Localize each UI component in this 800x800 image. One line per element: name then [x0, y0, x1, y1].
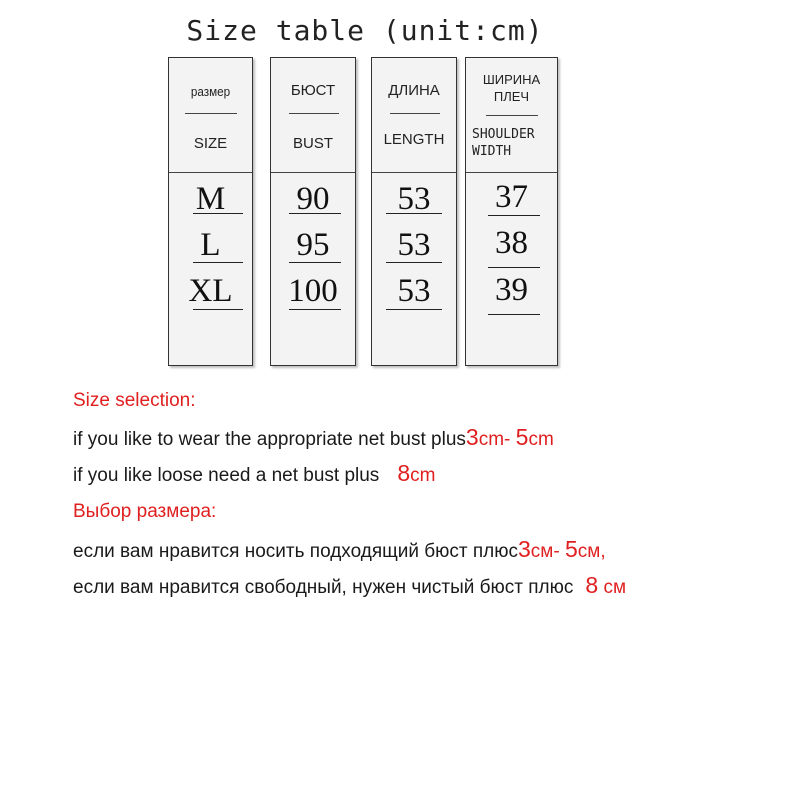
header-separator: [185, 113, 237, 114]
value-underline: [386, 262, 442, 263]
shoulder-header-en: [466, 126, 557, 160]
value-underline: [386, 309, 442, 310]
shoulder-value-l: 38: [495, 225, 528, 261]
length-value-m: 53: [397, 181, 431, 217]
length-value-xl: 53: [397, 273, 431, 309]
bust-header-en: BUST: [292, 135, 333, 152]
value-underline: [193, 262, 243, 263]
line-fit-unit2: cm: [528, 429, 554, 450]
value-underline: [289, 262, 341, 263]
bust-value-m: 90: [296, 181, 330, 217]
value-underline: [289, 309, 341, 310]
column-divider: [466, 172, 557, 173]
size-selection-heading: Size selection:: [73, 390, 196, 411]
size-selection-line-fit: [73, 424, 554, 451]
line-fit-text: if you like to wear the appropriate net bust plus: [73, 429, 466, 450]
column-divider: [271, 172, 355, 173]
shoulder-header-ru-line2: ПЛЕЧ: [493, 89, 530, 104]
header-separator: [486, 115, 538, 116]
size-value-xl: XL: [188, 273, 233, 309]
value-underline: [488, 267, 540, 268]
bust-column: [270, 57, 356, 366]
value-underline: [193, 213, 243, 214]
line-fit-unit1: cm-: [478, 429, 516, 450]
shoulder-header-ru-line1: ШИРИНА: [482, 72, 541, 87]
value-underline: [488, 215, 540, 216]
header-separator: [390, 113, 440, 114]
line-loose-ru-unit: см: [598, 577, 627, 598]
line-loose-ru-num: 8: [585, 572, 599, 598]
length-column: [371, 57, 457, 366]
shoulder-value-m: 37: [495, 179, 528, 215]
column-divider: [169, 172, 252, 173]
size-selection-line-fit-ru: [73, 536, 606, 563]
value-underline: [488, 314, 540, 315]
size-value-m: M: [195, 181, 226, 217]
line-loose-unit: cm: [410, 465, 436, 486]
line-fit-num2: 5: [515, 424, 529, 450]
size-value-l: L: [200, 227, 221, 263]
line-fit-ru-unit1: см-: [530, 541, 565, 562]
line-fit-ru-text: если вам нравится носить подходящий бюст плюс: [73, 541, 518, 562]
column-divider: [372, 172, 456, 173]
bust-value-l: 95: [296, 227, 330, 263]
size-column: [168, 57, 253, 366]
line-loose-ru-text: если вам нравится свободный, нужен чистый бюст плюс: [73, 577, 574, 598]
shoulder-value-xl: 39: [495, 272, 528, 308]
line-loose-num: 8: [397, 460, 411, 486]
size-header-ru: размер: [190, 84, 231, 99]
line-fit-ru-unit2: см,: [577, 541, 606, 562]
shoulder-header-en-line2: WIDTH: [472, 144, 512, 159]
value-underline: [193, 309, 243, 310]
size-selection-line-loose: [73, 460, 435, 487]
size-selection-heading-ru: Выбор размера:: [73, 501, 217, 522]
shoulder-header-ru: [466, 71, 557, 105]
shoulder-width-column: [465, 57, 558, 366]
line-fit-ru-num2: 5: [564, 536, 578, 562]
length-header-ru: ДЛИНА: [388, 82, 440, 99]
bust-value-xl: 100: [288, 273, 338, 309]
value-underline: [386, 213, 442, 214]
header-separator: [289, 113, 339, 114]
line-fit-num1: 3: [465, 424, 479, 450]
shoulder-header-en-line1: SHOULDER: [472, 127, 535, 142]
size-header-en: SIZE: [193, 135, 228, 152]
line-fit-ru-num1: 3: [518, 536, 531, 562]
line-loose-text: if you like loose need a net bust plus: [73, 465, 380, 486]
bust-header-ru: БЮСТ: [290, 82, 336, 99]
length-header-en: LENGTH: [383, 131, 445, 148]
page-title: Size table (unit:cm): [186, 14, 544, 47]
size-selection-line-loose-ru: [73, 572, 626, 599]
value-underline: [289, 213, 341, 214]
length-value-l: 53: [397, 227, 431, 263]
